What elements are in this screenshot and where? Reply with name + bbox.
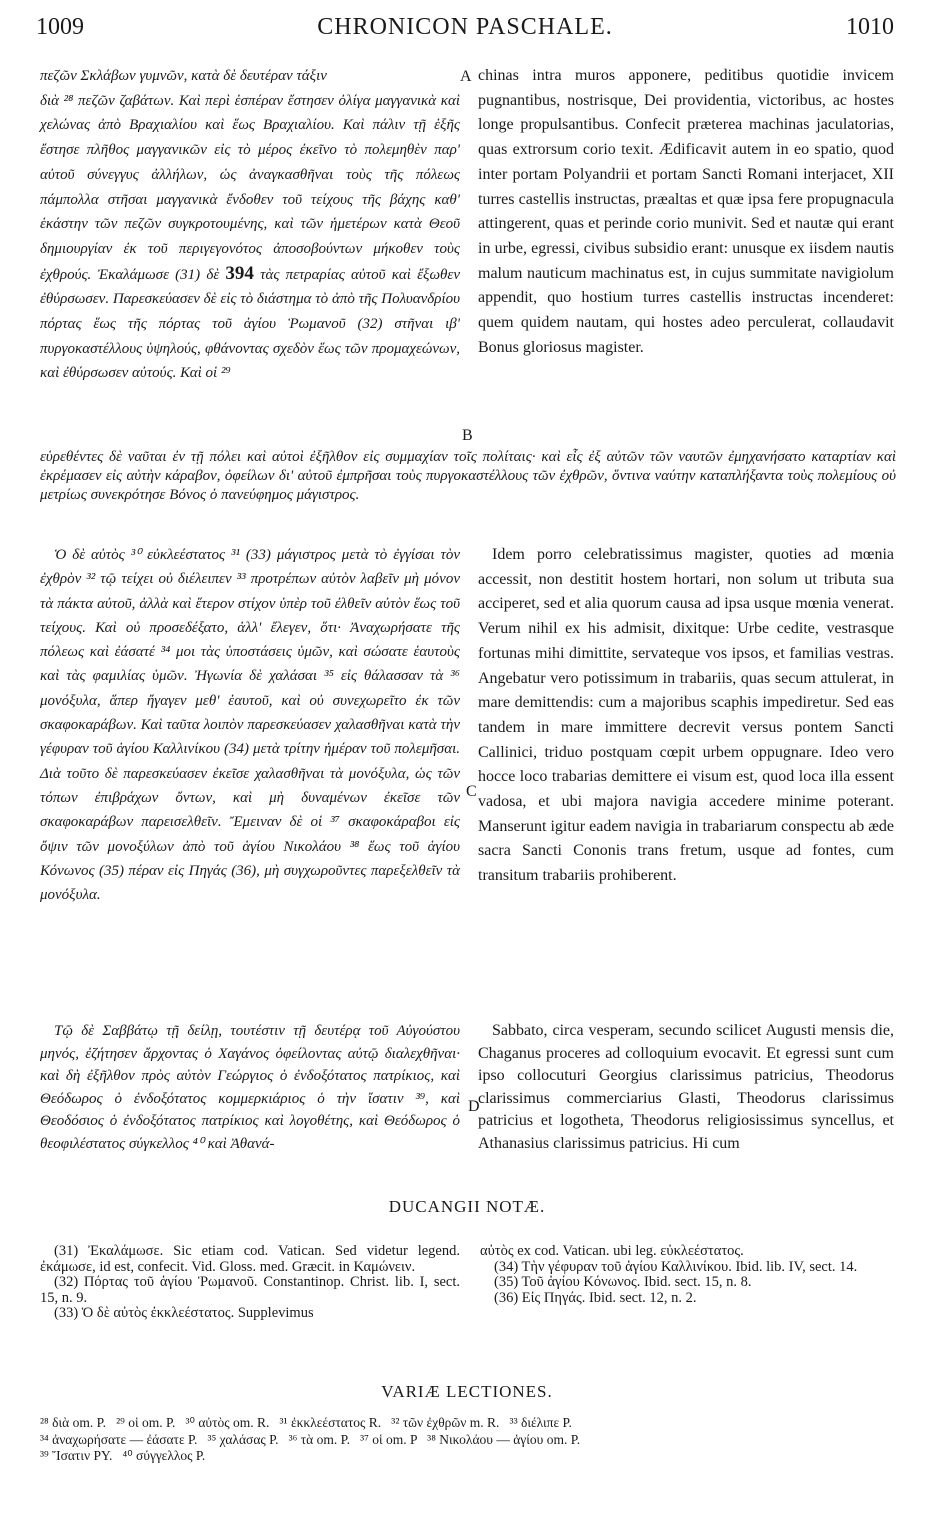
note-33: (33) Ὁ δὲ αὐτὸς ἐκκλεέστατος. Supplevimus: [54, 1305, 314, 1322]
column-number-bold: 394: [225, 262, 254, 284]
variae-line: ²⁸ διὰ om. P. ²⁹ οἱ om. P. ³⁰ αὐτὸς om. R. ³¹ ἐκκλεέστατος R. ³² τῶν ἐχθρῶν m. R. ³³ διέλιπε P.: [40, 1415, 572, 1430]
margin-marker-d: D: [468, 1098, 480, 1115]
greek-top-first-line: πεζῶν Σκλάβων γυμνῶν, κατὰ δὲ δευτέραν τάξιν: [40, 68, 327, 84]
note-32: (32) Πόρτας τοῦ ἁγίου Ῥωμανοῦ. Constantinop. Christ. lib. I, sect. 15, n. 9.: [40, 1274, 460, 1306]
page-header: [36, 8, 894, 48]
variae-lectiones: [40, 1415, 900, 1465]
notes-left-column: [40, 1244, 460, 1322]
note-35: (35) Τοῦ ἁγίου Κόνωνος. Ibid. sect. 15, n. 8.: [494, 1274, 752, 1291]
greek-mid-text: Ὁ δὲ αὐτὸς ³⁰ εὐκλεέστατος ³¹ (33) μάγιστρος μετὰ τὸ ἐγγίσαι τὸν ἐχθρὸν ³² τῷ τείχει οὐ διέλειπεν ³³ προτρέπων αὐτὸν λαβεῖν μὴ μόνον τὰ πάκτα αὐτοῦ, ἀλλὰ καὶ ἕτερον στίχον ὑπὲρ τοῦ ἐλθεῖν αὐτὸν ἕως τοῦ τείχους. Καὶ οὐ προσεδέξατο, ἀλλ' ἔλεγεν, ὅτι· Ἀναχωρήσατε τῆς πόλεως καὶ ἐάσατέ ³⁴ μοι τὰς ὑποστάσεις ὑμῶν, καὶ σώσατε ἑαυτοὺς καὶ τὰς φαμιλίας ὑμῶν. Ἠγωνία δὲ χαλάσαι ³⁵ εἰς θάλασσαν τὰ ³⁶ μονόξυλα, ἅπερ ἤγαγεν μεθ' ἑαυτοῦ, καὶ οὐ συνεχωρεῖτο ἐκ τῶν σκαφοκαράβων. Καὶ ταῦτα λοιπὸν παρεσκεύασεν χαλασθῆναι κατὰ τὴν γέφυραν τοῦ ἁγίου Καλλινίκου (34) μετὰ τρίτην ἡμέραν τοῦ πολεμῆσαι. Διὰ τοῦτο δὲ παρεσκεύασεν ἐκεῖσε χαλασθῆναι τὰ μονόξυλα, ὡς τῶν τόπων ἐπιβράχων ὄντων, καὶ μὴ δυναμένων ἐκεῖσε τῶν σκαφοκαράβων παρεισελθεῖν. Ἔμειναν δὲ οἱ ³⁷ σκαφοκάραβοι εἰς ὄψιν τῶν μονοξύλων ἀπὸ τοῦ ἁγίου Νικολάου ³⁸ ἕως τοῦ ἁγίου Κόνωνος (35) πέραν εἰς Πηγάς (36), μὴ συγχωροῦντες παρεξελθεῖν τὰ μονόξυλα.: [40, 547, 460, 904]
latin-column-top: [478, 64, 894, 360]
page-number-left: 1009: [36, 14, 84, 40]
greek-full-text: εὑρεθέντες δὲ ναῦται ἐν τῇ πόλει καὶ αὐτοὶ ἐξῆλθον εἰς συμμαχίαν τοῖς πολίταις· καὶ εἷς ἐξ αὐτῶν τῶν ναυτῶν ἐμηχανήσατο καταρτίαν καὶ ἐκρέμασεν εἰς αὐτὴν κάραβον, ὀφείλων δι' αὐτοῦ ἐμπρῆσαι τοὺς πυργοκαστέλλους τῶν ἐχθρῶν, ὅντινα ναύτην καταπλήξαντα τοὺς πολεμίους οὐ μετρίως συνεκρότησε Βόνος ὁ πανεύφημος μάγιστρος.: [40, 449, 896, 503]
greek-column-top: [40, 64, 460, 386]
note-36: (36) Εἰς Πηγάς. Ibid. sect. 12, n. 2.: [494, 1289, 697, 1306]
latin-top-text: chinas intra muros apponere, peditibus quotidie invicem pugnantibus, nostrisque, Dei providentia, victoribus, ac hostes longe propulsantibus. Confecit præterea machinas jaculatorias, quas extrorsum corio texit. Ædificavit autem in eo spatio, quod inter portam Polyandrii et portam Sancti Romani interjacet, XII turres castellis instructas, præaltas et quæ ipsa fere propugnacula attingerent, quas et perinde corio munivit. Sed et nautæ qui erant in urbe, egressi, civibus subsidio erant: unusque ex iisdem nautis malum nauticum machinatus est, in cujus summitate navigiolum appendit, quo hostium turres castellis instructas incenderet: quem quidem nautam, qui hostes adeo perculerat, collaudavit Bonus gloriosus magister.: [478, 67, 894, 356]
greek-top-after: τὰς πετραρίας αὐτοῦ καὶ ἔξωθεν ἐθύρσωσεν. Παρεσκεύασεν δὲ εἰς τὸ διάστημα τὸ ἀπὸ τῆς Πολυανδρίου πόρτας ἕως τῆς πόρτας τοῦ ἁγίου Ῥωμανοῦ (32) στῆναι ιβ' πυργοκαστέλλους ὑψηλούς, φθάνοντας σχεδὸν ἕως τῶν προμαχεώνων, καὶ ἐθύρσωσεν αὐτούς. Καὶ οἱ ²⁹: [40, 266, 460, 382]
note-31: (31) Ἐκαλάμωσε. Sic etiam cod. Vatican. Sed videtur legend. ἐκάμωσε, id est, confecit. Vid. Gloss. med. Græcit. in Καμώνειν.: [40, 1243, 460, 1275]
greek-column-bottom: [40, 1020, 460, 1155]
greek-column-mid: [40, 543, 460, 907]
greek-top-before: διὰ ²⁸ πεζῶν ζαβάτων. Καὶ περὶ ἑσπέραν ἔστησεν ὀλίγα μαγγανικὰ καὶ χελώνας ἀπὸ Βραχιαλίου καὶ ἕως Βραχιαλίου. Καὶ πάλιν τῇ ἑξῆς ἔστησε πλῆθος μαγγανικῶν εἰς τὸ μέρος ἐκεῖνο τὸ πολεμηθὲν παρ' αὐτοῦ σύνεγγυς ἀλλήλων, ὡς ἀναγκασθῆναι τοὺς τῆς πόλεως πάμπολλα στῆσαι μαγγανικὰ ἔνδοθεν τοῦ τείχους τῆς βάχης καθ' ἑκάστην τῶν πεζῶν συγκροτουμένης, καὶ τῶν ἡμετέρων κατὰ Θεοῦ δημιουργίαν ἐκ τοῦ περιγεγονότος ἀποσοβούντων μήκοθεν τοὺς ἐχθρούς. Ἐκαλάμωσε (31) δὲ: [40, 92, 460, 283]
variae-line: ³⁴ ἀναχωρήσατε — ἐάσατε P. ³⁵ χαλάσας P. ³⁶ τὰ om. P. ³⁷ οἱ om. P ³⁸ Νικολάου — ἁγίου om. P.: [40, 1431, 581, 1447]
variae-line: ³⁹ Ἴσατιν PY. ⁴⁰ σύγγελλος P.: [40, 1448, 206, 1463]
notes-right-column: [480, 1244, 896, 1306]
greek-bottom-text: Τῷ δὲ Σαββάτῳ τῇ δείλῃ, τουτέστιν τῇ δευτέρᾳ τοῦ Αὐγούστου μηνός, ἐζήτησεν ἄρχοντας ὁ Χαγάνος ὀφείλοντας αὐτῷ διαλεχθῆναι· καὶ δὴ ἐξῆλθον πρὸς αὐτὸν Γεώργιος ὁ ἐνδοξότατος πατρίκιος, καὶ Θεόδωρος ὁ ἐνδοξότατος κομμερκιάριος ὁ τὴν ἴσατιν ³⁹, καὶ Θεοδόσιος ὁ ἐνδοξότατος πατρίκιος καὶ λογοθέτης, καὶ Θεόδωρος ὁ θεοφιλέστατος σύγκελλος ⁴⁰ καὶ Ἀθανά-: [40, 1023, 460, 1152]
page-number-right: 1010: [846, 14, 894, 40]
margin-marker-a: A: [460, 68, 472, 85]
latin-column-bottom: [478, 1020, 894, 1155]
margin-marker-c: C: [466, 783, 477, 800]
latin-column-mid: [478, 543, 894, 889]
note-34: (34) Τὴν γέφυραν τοῦ ἁγίου Καλλινίκου. Ibid. lib. IV, sect. 14.: [494, 1258, 858, 1275]
running-title: CHRONICON PASCHALE.: [317, 14, 613, 40]
greek-full-width: [40, 448, 896, 505]
note-33-continued: αὐτὸς ex cod. Vatican. ubi leg. εὐκλεέστατος.: [480, 1243, 744, 1259]
notes-heading: DUCANGII NOTÆ.: [388, 1197, 546, 1216]
greek-top-text: [40, 89, 460, 386]
variae-heading: VARIÆ LECTIONES.: [381, 1382, 553, 1401]
latin-bottom-text: Sabbato, circa vesperam, secundo scilicet Augusti mensis die, Chaganus proceres ad colloquium evocavit. Et egressi sunt cum ipso collocuturi Georgius clarissimus patricius, Theodorus clarissimus commerciarius Glasti, Theodorus clarissimus patricius et logotheta, Theodorus religiosissimus syncellus, et Athanasius clarissimus patricius. Hi cum: [478, 1022, 894, 1152]
margin-marker-b: B: [462, 427, 473, 444]
latin-mid-text: Idem porro celebratissimus magister, quoties ad mœnia accessit, non destitit hostem hortari, non solum ut tributa sua acciperet, sed et alia quorum causa ad ipsa usque mœnia venerat. Verum nihil ex his admisit, dixitque: Urbe cedite, vestrasque fortunas mihi dimittite, servateque vos ipsos, et familias vestras. Angebatur vero potissimum in trabariis, quas secum attulerat, in mare demittendis: cum a majoribus scaphis impediretur. Sed eas tandem in mare immittere decrevit versus pontem Sancti Callinici, triduo postquam cœpit urbem oppugnare. Ideo vero hocce loco trabarias demittere ei visum est, quod loca illa essent vadosa, et ubi majora navigia accedere minime poterant. Manserunt igitur eadem navigia in trabariarum conspectu ab æde sacra Sancti Cononis trans fretum, usque ad fontes, cum transitum trabariis prohiberent.: [478, 546, 894, 885]
